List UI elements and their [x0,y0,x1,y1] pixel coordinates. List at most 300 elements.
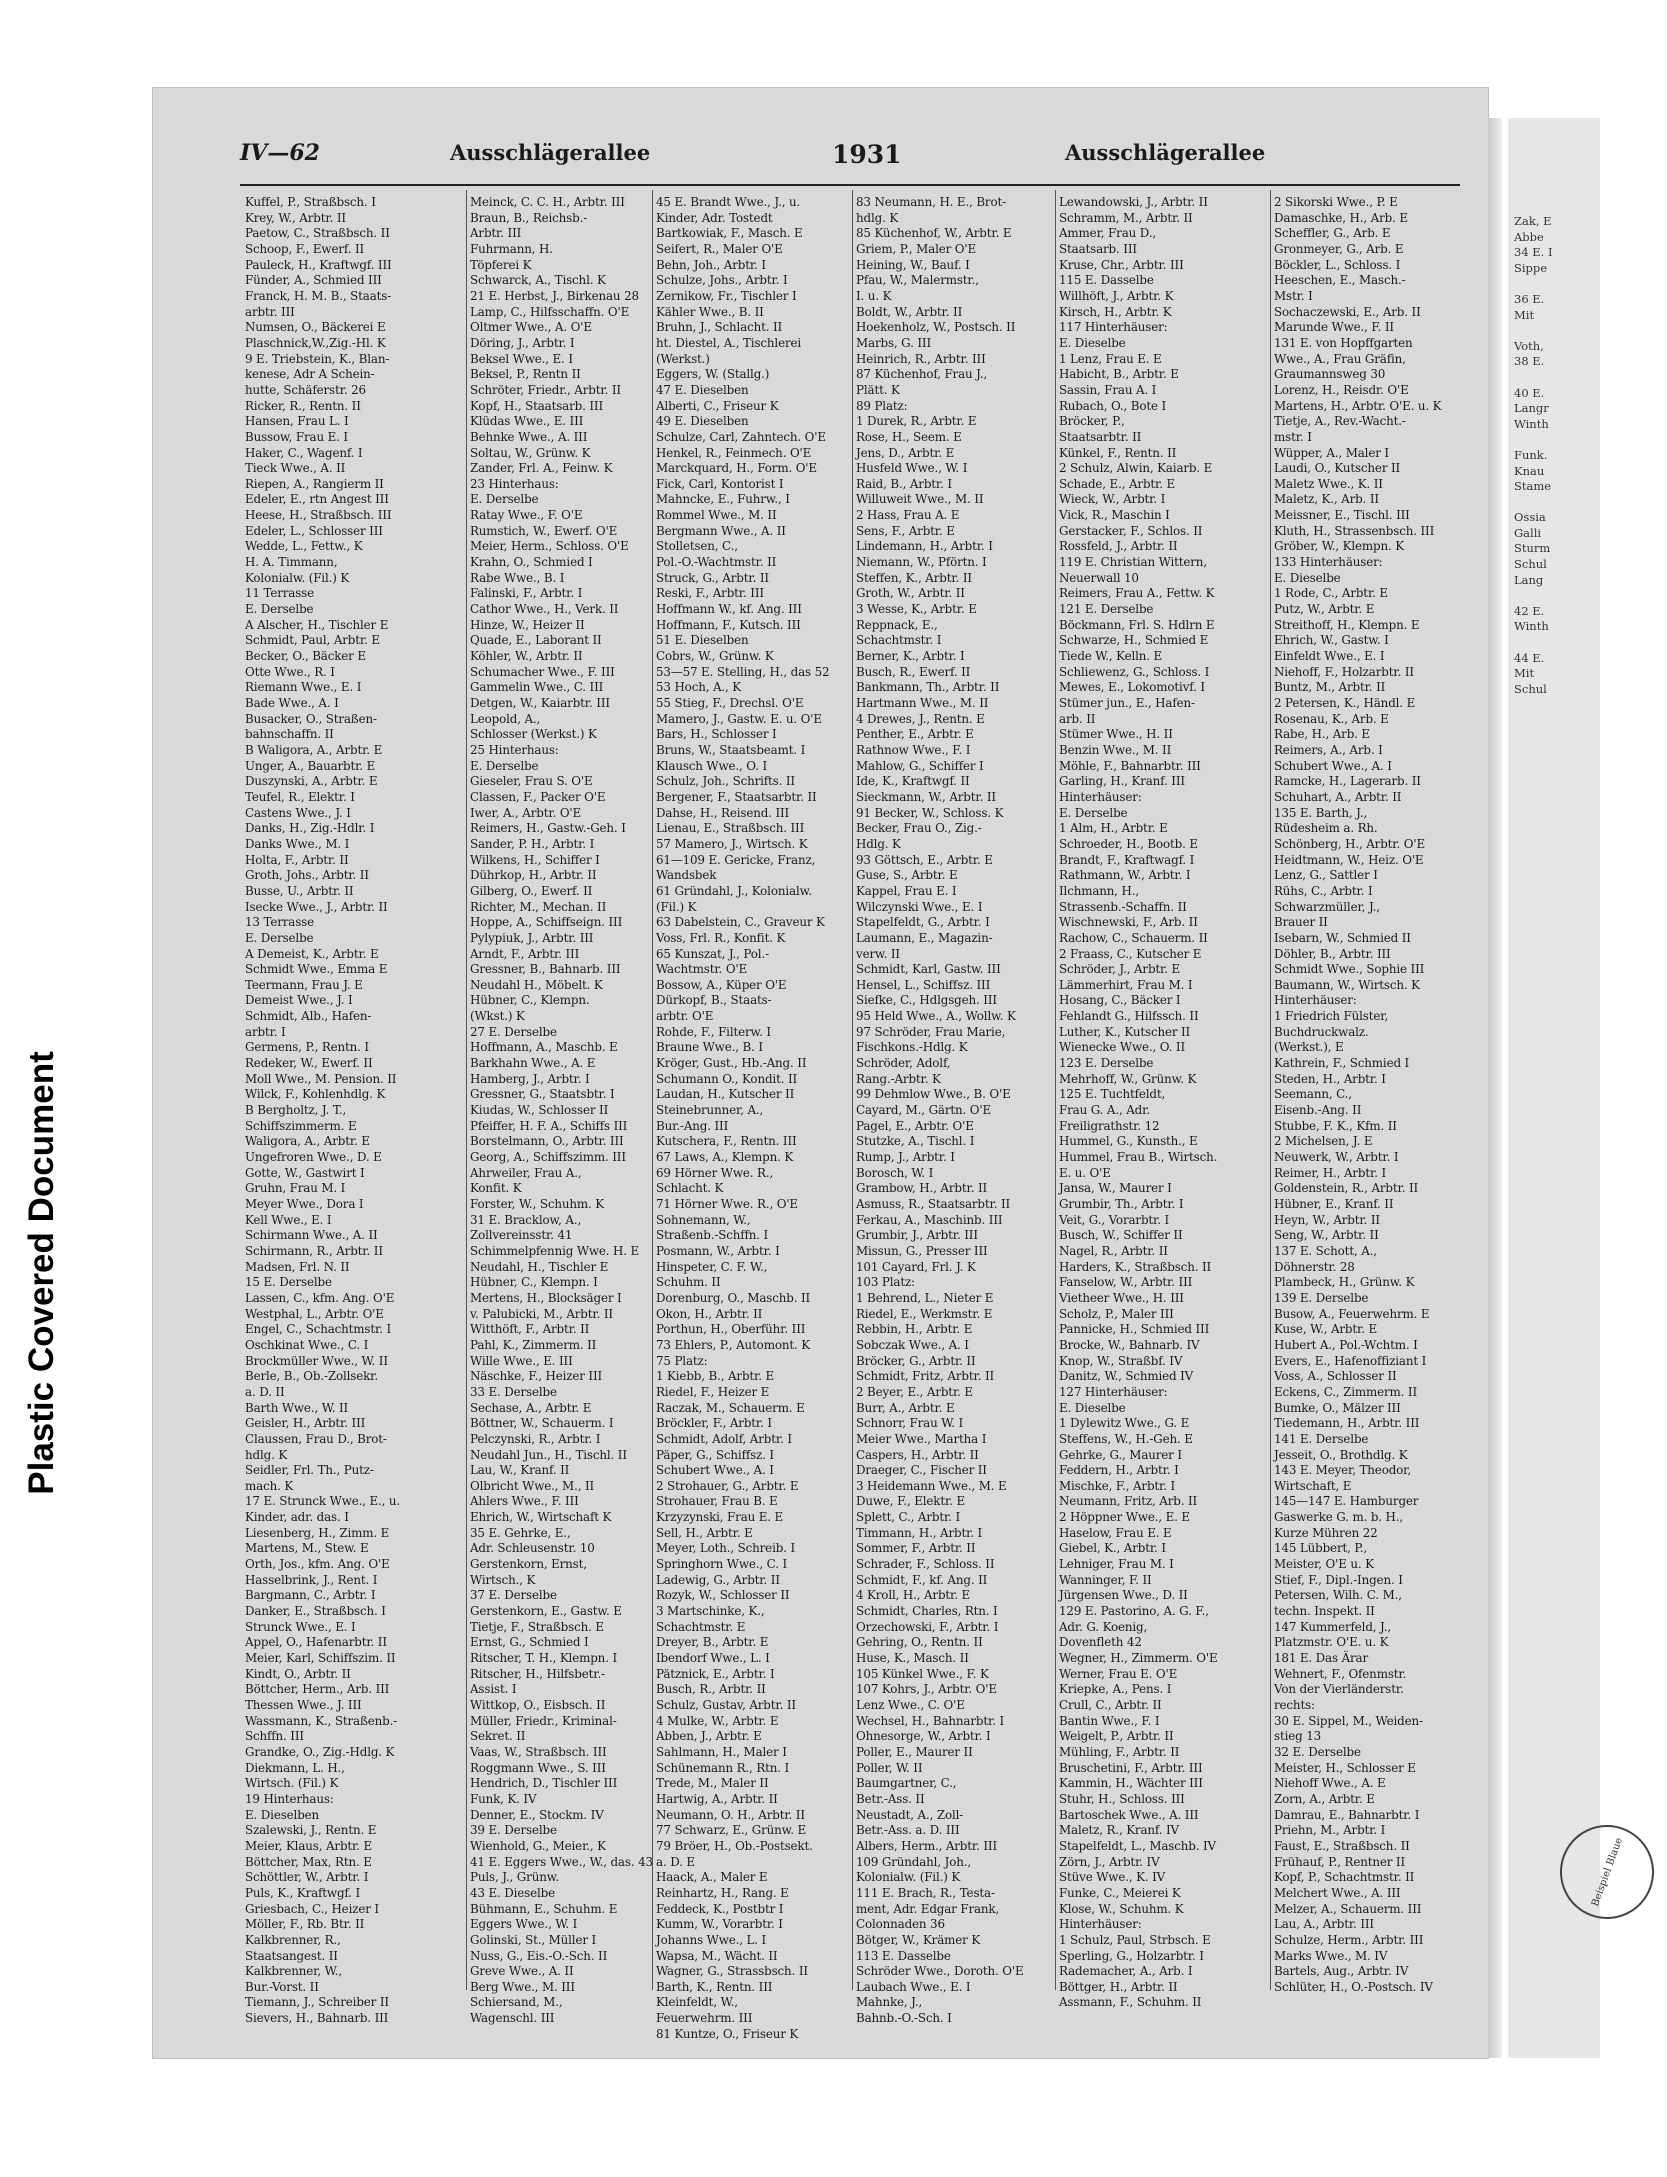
directory-entry: Kolonialw. (Fil.) K [856,1870,961,1885]
directory-entry: Penther, E., Arbtr. E [856,727,974,742]
directory-entry: 119 E. Christian Wittern, [1059,555,1207,570]
directory-entry: Veit, G., Vorarbtr. I [1059,1212,1170,1227]
directory-entry: Puls, K., Kraftwgf. I [245,1885,361,1900]
directory-entry: Sperling, G., Holzarbtr. I [1059,1948,1204,1963]
directory-entry: hdlg. K [245,1447,288,1462]
directory-entry: Danitz, W., Schmied IV [1059,1369,1194,1384]
directory-entry: Böckmann, Frl. S. Hdlrn E [1059,617,1215,632]
directory-entry: Lehniger, Frau M. I [1059,1557,1174,1572]
directory-entry: Heeschen, E., Masch.- [1274,273,1406,288]
directory-entry: Döring, J., Arbtr. I [470,335,575,350]
directory-entry: Krahn, O., Schmied I [470,555,593,570]
directory-entry: Betr.-Ass. a. D. III [856,1823,960,1838]
directory-entry: Szalewski, J., Rentn. E [245,1823,377,1838]
directory-entry: Priehn, M., Arbtr. I [1274,1823,1386,1838]
directory-entry: Stümer jun., E., Hafen- [1059,696,1195,710]
directory-entry: 79 Bröer, H., Ob.-Postsekt. [656,1838,813,1853]
directory-entry: Hinterhäuser: [1059,1917,1142,1932]
directory-entry: Ide, K., Kraftwgf. II [856,774,970,789]
directory-entry: Dreyer, B., Arbtr. E [656,1635,769,1650]
directory-entry: Schumacher Wwe., F. III [470,664,615,679]
directory-entry: Mühling, F., Arbtr. II [1059,1744,1180,1759]
directory-entry: 111 E. Brach, R., Testa- [856,1885,995,1900]
directory-entry: A Alscher, H., Tischler E [245,617,389,632]
directory-entry: Feuerwehrm. III [656,2011,753,2026]
directory-entry: (Werkst.) [656,351,710,366]
directory-entry: Wischnewski, F., Arb. II [1059,915,1198,930]
directory-entry: Mertens, H., Blocksäger I [470,1290,622,1305]
fragment-line: Knau [1514,463,1545,478]
directory-entry: Böttger, H., Arbtr. II [1059,1979,1178,1994]
directory-entry: Poller, W. II [856,1760,923,1775]
fragment-line [1514,432,1600,448]
directory-entry: Vaas, W., Straßbsch. III [470,1744,607,1759]
directory-entry: 1 Rode, C., Arbtr. E [1274,586,1388,601]
directory-column-6 [1274,195,1489,1994]
directory-entry: Reinhartz, H., Rang. E [656,1885,789,1900]
directory-entry: Reimers, A., Arb. I [1274,742,1383,757]
fragment-line: Zak, E [1514,214,1552,228]
directory-entry: Burr, A., Arbtr. E [856,1400,955,1415]
directory-entry: Hoekenholz, W., Postsch. II [856,320,1016,335]
directory-entry: Colonnaden 36 [856,1917,945,1932]
directory-entry: Plätt. K [856,382,900,397]
directory-entry: 93 Göttsch, E., Arbtr. E [856,852,993,867]
directory-entry: 45 E. Brandt Wwe., J., u. [656,195,801,209]
directory-entry: Kröger, Gust., Hb.-Ang. II [656,1056,807,1071]
directory-entry: Wüpper, A., Maler I [1274,445,1389,460]
directory-entry: 1 Friedrich Fülster, [1274,1009,1389,1024]
directory-entry: Fehlandt G., Hilfssch. II [1059,1009,1199,1024]
directory-entry: 139 E. Derselbe [1274,1290,1369,1305]
directory-entry: Strassenb.-Schaffn. II [1059,899,1187,914]
directory-entry: Bartkowiak, F., Masch. E [656,226,803,241]
directory-entry: Riepen, A., Rangierm II [245,476,384,491]
directory-entry: Böttcher, Herm., Arb. III [245,1682,390,1697]
directory-entry: Roggmann Wwe., S. III [470,1760,606,1775]
directory-entry: Stüve Wwe., K. IV [1059,1870,1166,1885]
directory-entry: Voss, Frl. R., Konfit. K [656,930,786,945]
directory-entry: Hamberg, J., Arbtr. I [470,1071,590,1086]
adjacent-page-text [1508,118,1600,697]
directory-entry: Braun, B., Reichsb.- [470,210,588,225]
directory-entry: Gotte, W., Gastwirt I [245,1165,365,1180]
directory-entry: Bumke, O., Mälzer III [1274,1400,1401,1415]
directory-entry: Tietje, A., Rev.-Wacht.- [1274,414,1406,429]
directory-entry: Krzyzynski, Frau E. E [656,1510,784,1525]
directory-entry: Hübner, C., Klempn. [470,993,590,1008]
directory-entry: Laubach Wwe., E. I [856,1979,971,1994]
directory-entry: Sobczak Wwe., A. I [856,1337,969,1352]
directory-entry: Neudahl Jun., H., Tischl. II [470,1447,627,1462]
column-divider [1055,190,1056,1990]
directory-entry: Danker, E., Straßbsch. I [245,1604,386,1619]
directory-entry: 117 Hinterhäuser: [1059,320,1168,335]
directory-entry: 2 Schulz, Alwin, Kaiarb. E [1059,461,1213,476]
fragment-line: Ossia [1514,510,1546,525]
directory-entry: Cayard, M., Gärtn. O'E [856,1103,992,1118]
directory-entry: Rubach, O., Bote I [1059,398,1167,413]
directory-entry: Ehrich, W., Gastw. I [1274,633,1389,648]
directory-entry: Seidler, Frl. Th., Putz- [245,1463,374,1478]
directory-entry: Groth, Johs., Arbtr. II [245,868,369,883]
directory-entry: Schwarze, H., Schmied E [1059,633,1209,648]
directory-entry: Schlosser (Werkst.) K [470,727,597,742]
directory-entry: Grambow, H., Arbtr. II [856,1181,988,1196]
directory-entry: Gehrke, G., Maurer I [1059,1447,1182,1462]
directory-entry: Stuhr, H., Schloss. III [1059,1791,1185,1806]
directory-entry: v. Palubicki, M., Arbtr. II [470,1306,613,1321]
directory-entry: 145 Lübbert, P., [1274,1541,1368,1556]
directory-entry: Müller, Friedr., Kriminal- [470,1713,617,1728]
directory-entry: Schmidt, Fritz, Arbtr. II [856,1369,995,1384]
directory-entry: E. Derselbe [470,492,539,507]
directory-entry: Meyer Wwe., Dora I [245,1197,364,1211]
directory-entry: 11 Terrasse [245,586,315,601]
directory-entry: Danks, H., Zig.-Hdlr. I [245,821,375,836]
directory-entry: Huse, K., Masch. II [856,1651,969,1666]
directory-entry: Orth, Jos., kfm. Ang. O'E [245,1557,390,1572]
fragment-line [1514,635,1600,651]
column-divider [1270,190,1271,1990]
directory-entry: 83 Neumann, H. E., Brot- [856,195,1006,209]
directory-entry: Mstr. I [1274,288,1313,303]
directory-entry: Martens, H., Arbtr. O'E. u. K [1274,398,1442,413]
directory-entry: Neuwerk, W., Arbtr. I [1274,1150,1399,1165]
directory-entry: Ahlers Wwe., F. III [470,1494,579,1509]
directory-entry: Neuerwall 10 [1059,570,1139,585]
directory-entry: Franck, H. M. B., Staats- [245,288,392,303]
directory-entry: Sekret. II [470,1729,526,1744]
directory-entry: Wegner, H., Zimmerm. O'E [1059,1651,1218,1666]
directory-entry: Hübner, E., Kranf. II [1274,1197,1394,1211]
directory-entry: Faust, E., Straßbsch. II [1274,1838,1410,1853]
directory-entry: Maletz, K., Arb. II [1274,492,1379,507]
directory-entry: Steinebrunner, A., [656,1103,764,1118]
directory-entry: Neustadt, A., Zoll- [856,1807,964,1822]
directory-entry: Jesseit, O., Brothdlg. K [1274,1447,1408,1462]
directory-entry: 85 Küchenhof, W., Arbtr. E [856,226,1012,241]
directory-entry: Rademacher, A., Arb. I [1059,1964,1193,1979]
directory-entry: Porthun, H., Oberführ. III [656,1322,806,1337]
directory-entry: Hosang, C., Bäcker I [1059,993,1181,1008]
directory-entry: Ricker, R., Rentn. II [245,398,361,413]
directory-entry: Becker, O., Bäcker E [245,649,366,664]
directory-entry: Putz, W., Arbtr. E [1274,602,1375,617]
directory-entry: Schade, E., Arbtr. E [1059,476,1176,491]
directory-entry: Ramcke, H., Lagerarb. II [1274,774,1421,789]
directory-entry: Stümer Wwe., H. II [1059,727,1173,742]
fragment-line [1514,276,1600,292]
directory-entry: Stapelfeldt, L., Maschb. IV [1059,1838,1216,1853]
directory-entry: 57 Mamero, J., Wirtsch. K [656,836,808,851]
directory-entry: 103 Platz: [856,1275,915,1290]
directory-entry: Gressner, G., Staatsbtr. I [470,1087,615,1102]
fragment-line: 38 E. [1514,354,1545,369]
directory-entry: Bruhn, J., Schlacht. II [656,320,783,335]
directory-entry: Haack, A., Maler E [656,1870,768,1885]
directory-entry: Golinski, St., Müller I [470,1932,597,1947]
directory-entry: Streithoff, H., Klempn. E [1274,617,1420,632]
directory-entry: Iwer, A., Arbtr. O'E [470,805,582,820]
directory-entry: 31 E. Bracklow, A., [470,1212,582,1227]
directory-entry: Gerstenkorn, E., Gastw. E [470,1604,622,1619]
directory-entry: 77 Schwarz, E., Grünw. E [656,1823,807,1838]
directory-entry: Busch, R., Ewerf. II [856,664,971,679]
directory-entry: Busow, A., Feuerwehrm. E [1274,1306,1430,1321]
directory-entry: Heining, W., Bauf. I [856,257,970,272]
directory-entry: 49 E. Dieselben [656,414,749,429]
directory-entry: Niemann, W., Pförtn. I [856,555,987,570]
directory-entry: Brockmüller Wwe., W. II [245,1353,388,1368]
directory-entry: Kalkbrenner, W., [245,1964,342,1979]
directory-entry: Marunde Wwe., F. II [1274,320,1394,335]
directory-entry: E. Dieselbe [1274,570,1341,585]
directory-entry: Neudahl H., Möbelt. K [470,977,603,992]
directory-entry: Pannicke, H., Schmied III [1059,1322,1210,1337]
directory-entry: Freiligrathstr. 12 [1059,1118,1160,1133]
directory-entry: Germens, P., Rentn. I [245,1040,369,1055]
column-divider [852,190,853,1990]
directory-entry: Albers, Herm., Arbtr. III [856,1838,998,1853]
directory-entry: E. u. O'E [1059,1165,1111,1180]
directory-entry: Reski, F., Arbtr. III [656,586,764,601]
directory-entry: Fanselow, W., Arbtr. III [1059,1275,1193,1290]
directory-entry: Bröcker, P., [1059,414,1125,429]
directory-entry: arbtr. III [245,304,295,319]
directory-entry: Kalkbrenner, R., [245,1932,341,1947]
directory-entry: Kell Wwe., E. I [245,1212,332,1227]
directory-entry: Arbtr. III [470,226,522,241]
directory-entry: Hubert A., Pol.-Wchtm. I [1274,1337,1418,1352]
directory-entry: Gruhn, Frau M. I [245,1181,346,1196]
directory-entry: Kurze Mühren 22 [1274,1525,1378,1540]
directory-entry: Schünemann R., Rtn. I [656,1760,790,1775]
directory-entry: Wirtschaft, E [1274,1478,1352,1493]
directory-entry: 3 Wesse, K., Arbtr. E [856,602,977,617]
directory-entry: Schmidt Wwe., Sophie III [1274,962,1425,977]
directory-entry: Eggers Wwe., W. I [470,1917,578,1932]
fragment-line: Mit [1514,307,1535,322]
directory-entry: Schachtmstr. I [856,633,942,648]
directory-entry: Graumannsweg 30 [1274,367,1386,382]
directory-entry: Assmann, F., Schuhm. II [1059,1995,1202,2010]
directory-entry: Hummel, Frau B., Wirtsch. [1059,1150,1218,1165]
adjacent-page-fragment [1508,118,1600,2058]
directory-entry: Heinrich, R., Arbtr. III [856,351,986,366]
directory-entry: Behn, Joh., Arbtr. I [656,257,766,272]
directory-entry: 1 Lenz, Frau E. E [1059,351,1162,366]
directory-entry: Näschke, F., Heizer III [470,1369,603,1384]
directory-entry: Pelczynski, R., Arbtr. I [470,1431,601,1446]
directory-entry: Splett, C., Arbtr. I [856,1510,961,1525]
directory-entry: 129 E. Pastorino, A. G. F., [1059,1604,1209,1619]
street-title-right: Ausschlägerallee [1065,140,1266,165]
directory-entry: Puls, J., Grünw. [470,1870,559,1885]
directory-entry: Hensel, L., Schiffsz. III [856,977,991,992]
directory-entry: Crull, C., Arbtr. II [1059,1698,1162,1712]
directory-entry: 125 E. Tuchtfeldt, [1059,1087,1166,1102]
fragment-line: 44 E. [1514,650,1545,665]
directory-entry: 2 Hass, Frau A. E [856,508,960,523]
directory-entry: Bantin Wwe., F. I [1059,1713,1160,1728]
directory-entry: Schuhart, A., Arbtr. II [1274,789,1402,804]
directory-entry: 35 E. Gehrke, E., [470,1525,571,1540]
directory-entry: E. Derselbe [245,930,314,945]
directory-entry: Schmidt, Karl, Gastw. III [856,962,1001,977]
directory-entry: Grandke, O., Zig.-Hdlg. K [245,1744,395,1759]
directory-entry: 113 E. Dasselbe [856,1948,951,1963]
directory-entry: Schubert Wwe., A. I [656,1463,774,1478]
directory-entry: Rebbin, H., Arbtr. E [856,1322,973,1337]
directory-entry: Edeler, L., Schlosser III [245,523,383,538]
directory-entry: Fischkons.-Hdlg. K [856,1040,968,1055]
directory-entry: Cathor Wwe., H., Verk. II [470,602,619,617]
directory-entry: Paetow, C., Straßbsch. II [245,226,390,241]
directory-entry: E. Dieselben [245,1807,320,1822]
directory-entry: Griesbach, C., Heizer I [245,1901,379,1916]
directory-entry: Rachow, C., Schauerm. II [1059,930,1208,945]
directory-entry: Kopf, P., Schachtmstr. II [1274,1870,1415,1885]
directory-entry: Jens, D., Arbtr. E [856,445,955,460]
directory-entry: Steffen, K., Arbtr. II [856,570,972,585]
directory-entry: 25 Hinterhaus: [470,742,559,757]
directory-entry: Springhorn Wwe., C. I [656,1557,788,1572]
directory-entry: Melchert Wwe., A. III [1274,1885,1401,1900]
directory-entry: Gressner, B., Bahnarb. III [470,962,621,977]
directory-entry: Marks Wwe., M. IV [1274,1948,1388,1963]
directory-entry: Timmann, H., Arbtr. I [856,1525,983,1540]
directory-entry: Wilck, F., Kohlenhdlg. K [245,1087,386,1102]
directory-entry: Rathmann, W., Arbtr. I [1059,868,1191,883]
directory-entry: Ohnesorge, W., Arbtr. I [856,1729,991,1744]
directory-entry: A Demeist, K., Arbtr. E [245,946,379,961]
directory-entry: rechts: [1274,1698,1315,1712]
directory-entry: Laudi, O., Kutscher II [1274,461,1401,476]
directory-entry: Döhler, B., Arbtr. III [1274,946,1391,961]
directory-entry: Kathrein, F., Schmied I [1274,1056,1410,1071]
directory-entry: Pfeiffer, H. F. A., Schiffs III [470,1118,628,1133]
directory-entry: Ahrweiler, Frau A., [470,1165,582,1180]
directory-entry: 73 Ehlers, P., Automont. K [656,1337,810,1352]
directory-entry: Ratay Wwe., F. O'E [470,508,583,523]
directory-entry: Rathnow Wwe., F. I [856,742,971,757]
directory-entry: 19 Hinterhaus: [245,1791,334,1806]
directory-entry: Rommel Wwe., M. II [656,508,777,523]
directory-entry: Sens, F., Arbtr. E [856,523,955,538]
directory-entry: Bröckler, F., Arbtr. I [656,1416,772,1431]
directory-entry: Wieck, W., Arbtr. I [1059,492,1166,507]
directory-entry: Dührkop, H., Arbtr. II [470,868,597,883]
directory-entry: Madsen, Frl. N. II [245,1259,350,1274]
directory-entry: Meister, H., Schlosser E [1274,1760,1416,1775]
directory-entry: arbtr. O'E [656,1009,714,1024]
directory-column-3 [656,195,871,2041]
directory-entry: Pauleck, H., Kraftwgf. III [245,257,392,272]
directory-entry: Waligora, A., Arbtr. E [245,1134,370,1149]
directory-entry: Schröder, J., Arbtr. E [1059,962,1181,977]
directory-entry: Kammin, H., Wächter III [1059,1776,1203,1791]
directory-entry: Schramm, M., Arbtr. II [1059,210,1193,225]
directory-entry: Hoppe, A., Schiffseign. III [470,915,623,930]
directory-entry: Krey, W., Arbtr. II [245,210,346,225]
fragment-line: Galli [1514,525,1542,540]
directory-entry: Kähler Wwe., B. II [656,304,764,319]
directory-entry: Steden, H., Arbtr. I [1274,1071,1386,1086]
directory-entry: 53 Hoch, A., K [656,680,742,695]
directory-entry: Pylypiuk, J., Arbtr. III [470,930,594,945]
directory-entry: Wanninger, F. II [1059,1572,1152,1587]
directory-entry: Weigelt, P., Arbtr. II [1059,1729,1174,1744]
directory-entry: Melzer, A., Schauerm. III [1274,1901,1422,1916]
directory-entry: (Werkst.), E [1274,1040,1344,1055]
fragment-line: Schul [1514,681,1547,696]
directory-entry: Forster, W., Schuhm. K [470,1197,604,1211]
directory-entry: Assist. I [470,1682,517,1697]
directory-entry: Seifert, R., Maler O'E [656,241,783,256]
directory-entry: Busse, U., Arbtr. II [245,883,354,898]
directory-entry: Schlüter, H., O.-Postsch. IV [1274,1979,1433,1994]
directory-entry: Willhöft, J., Arbtr. K [1059,288,1174,303]
directory-entry: 2 Fraass, C., Kutscher E [1059,946,1202,961]
fragment-line: Voth, [1514,338,1544,353]
directory-entry: Husfeld Wwe., W. I [856,461,968,476]
directory-entry: Lenz, G., Sattler I [1274,868,1378,883]
directory-entry: Schiersand, M., [470,1995,563,2010]
directory-entry: Teermann, Frau J. E [245,977,363,992]
directory-entry: Stubbe, F. K., Kfm. II [1274,1118,1397,1133]
directory-entry: Schmidt, Adolf, Arbtr. I [656,1431,792,1446]
directory-entry: Künkel, F., Rentn. II [1059,445,1177,460]
directory-entry: Sommer, F., Arbtr. II [856,1541,976,1556]
fragment-line [1514,323,1600,339]
directory-entry: Hummel, G., Kunsth., E [1059,1134,1198,1149]
directory-entry: Laumann, E., Magazin- [856,930,993,945]
directory-entry: arb. II [1059,711,1096,726]
directory-entry: Straßenb.-Schffn. I [656,1228,769,1243]
directory-entry: hutte, Schäferstr. 26 [245,382,366,397]
directory-entry: Lassen, C., kfm. Ang. O'E [245,1290,395,1305]
directory-entry: Sochaczewski, E., Arb. II [1274,304,1421,319]
directory-entry: Lenz Wwe., C. O'E [856,1698,965,1712]
directory-entry: 51 E. Dieselben [656,633,749,648]
directory-entry: Schumann O., Kondit. II [656,1071,798,1086]
directory-entry: Klüdas Wwe., E. III [470,414,584,429]
directory-entry: Wienhold, G., Meier., K [470,1838,606,1853]
directory-entry: Knop, W., Straßbf. IV [1059,1353,1183,1368]
directory-entry: 41 E. Eggers Wwe., W., das. 43 [470,1854,653,1869]
directory-entry: Gaswerke G. m. b. H., [1274,1510,1404,1525]
directory-entry: Gieseler, Frau S. O'E [470,774,593,789]
directory-entry: Lau, W., Kranf. II [470,1463,570,1478]
directory-entry: 53—57 E. Stelling, H., das 52 [656,664,830,679]
directory-entry: Mahnke, J., [856,1995,923,2010]
directory-entry: Borosch, W. I [856,1165,934,1180]
directory-entry: Funke, C., Meierei K [1059,1885,1181,1900]
directory-entry: 2 Strohauer, G., Arbtr. E [656,1478,799,1493]
directory-entry: Schmidt, F., kf. Ang. II [856,1572,988,1587]
directory-entry: Pol.-O.-Wachtmstr. II [656,555,777,570]
directory-entry: 115 E. Dasselbe [1059,273,1154,288]
directory-entry: Leopold, A., [470,711,541,726]
directory-entry: Bötger, W., Krämer K [856,1932,981,1947]
directory-entry: Bargmann, C., Arbtr. I [245,1588,376,1603]
page-edge [1488,118,1502,2058]
page-number: IV—62 [240,140,320,166]
directory-entry: Otte Wwe., R. I [245,664,335,679]
directory-entry: Buchdruckwalz. [1274,1024,1369,1039]
directory-entry: Feddern, H., Arbtr. I [1059,1463,1179,1478]
